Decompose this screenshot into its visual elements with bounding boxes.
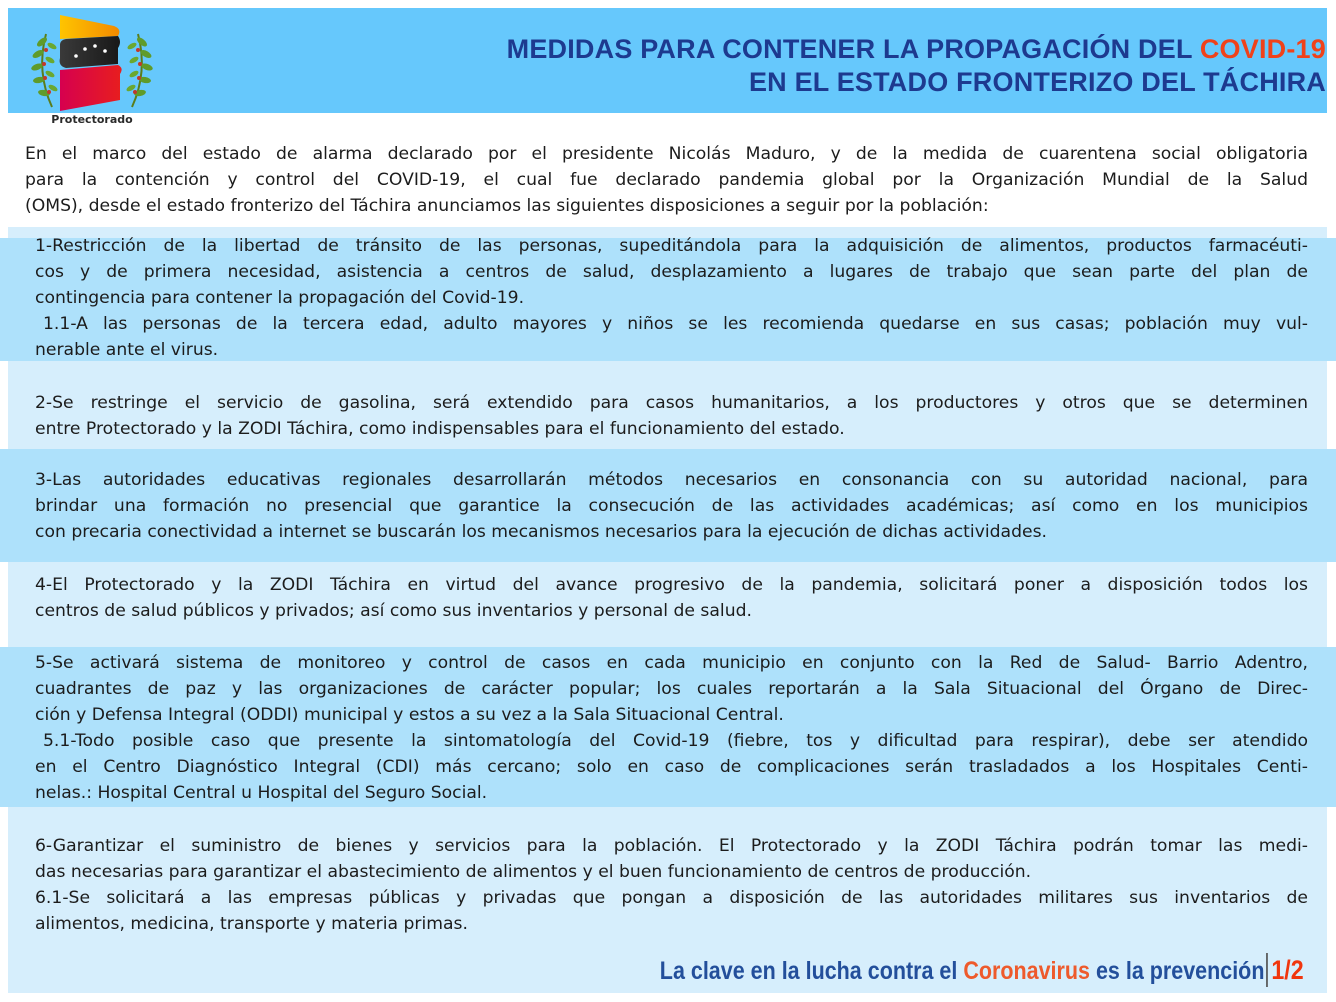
measure-line: 6.1-Se solicitará a las empresas públicas y privadas que pongan a disposición de las autoridades militares sus inventarios de [35, 888, 1308, 908]
footer-divider [1267, 953, 1269, 987]
measure-line: 5-Se activará sistema de monitoreo y control de casos en cada municipio en conjunto con la Red de Salud- Barrio Adentro, [35, 653, 1308, 673]
measure-line: 6-Garantizar el suministro de bienes y servicios para la población. El Protectorado y la ZODI Táchira podrán tomar las medi- [35, 836, 1308, 856]
measure-line: 1.1-A las personas de la tercera edad, adulto mayores y niños se les recomienda quedarse en sus casas; población muy vul- [43, 314, 1308, 334]
logo-caption: Protectorado [51, 113, 133, 126]
slogan-suffix: es la prevención [1090, 957, 1265, 985]
measure-line: cos y de primera necesidad, asistencia a centros de salud, desplazamiento a lugares de trabajo que sean parte del plan de [35, 262, 1308, 282]
measure-line: cuadrantes de paz y las organizaciones de carácter popular; los cuales reportarán a la Sala Situacional del Órgano de Direc- [35, 679, 1308, 699]
slogan-coronavirus: Coronavirus [963, 957, 1091, 985]
measure-line: entre Protectorado y la ZODI Táchira, como indispensables para el funcionamiento del estado. [35, 419, 845, 439]
measure-line: brindar una formación no presencial que garantice la consecución de las actividades académicas; así como en los municipios [35, 496, 1308, 516]
measure-line: alimentos, medicina, transporte y materia primas. [35, 914, 468, 934]
measure-line: 4-El Protectorado y la ZODI Táchira en virtud del avance progresivo de la pandemia, solicitará poner a disposición todos los [35, 575, 1308, 595]
protectorado-logo [22, 12, 162, 112]
measure-line: con precaria conectividad a internet se buscarán los mecanismos necesarios para la ejecución de dichas actividades. [35, 522, 1047, 542]
intro-line: para la contención y control del COVID-19, el cual fue declarado pandemia global por la Organización Mundial de la Salud [25, 170, 1308, 190]
page-indicator: 1/2 [1271, 955, 1304, 985]
intro-paragraph [25, 141, 1308, 219]
footer-slogan [660, 953, 1304, 987]
slogan-prefix: La clave en la lucha contra el [660, 957, 964, 985]
measure-3 [35, 467, 1308, 545]
measure-line: 2-Se restringe el servicio de gasolina, será extendido para casos humanitarios, a los productores y otros que se determinen [35, 393, 1308, 413]
measure-line: nerable ante el virus. [35, 340, 219, 360]
title-line-1-text: MEDIDAS PARA CONTENER LA PROPAGACIÓN DEL [506, 34, 1200, 64]
measure-6 [35, 833, 1308, 937]
measure-5 [35, 650, 1308, 806]
ribbon-emblem-icon [60, 15, 122, 111]
measure-2 [35, 390, 1308, 442]
measure-line: 5.1-Todo posible caso que presente la sintomatología del Covid-19 (fiebre, tos y dificultad para respirar), debe ser atendido [43, 731, 1308, 751]
title-covid-highlight: COVID-19 [1199, 34, 1326, 64]
title-line-1 [326, 33, 1326, 66]
measure-1 [35, 233, 1308, 363]
intro-line: (OMS), desde el estado fronterizo del Táchira anunciamos las siguientes disposiciones a seguir por la población: [25, 196, 989, 216]
measure-line: en el Centro Diagnóstico Integral (CDI) más cercano; solo en caso de complicaciones serán trasladados a los Hospitales Centi- [35, 757, 1308, 777]
laurel-left-icon [30, 34, 58, 107]
measure-line: nelas.: Hospital Central u Hospital del Seguro Social. [35, 783, 488, 803]
page-title [326, 33, 1326, 99]
measure-line: das necesarias para garantizar el abastecimiento de alimentos y el buen funcionamiento de centros de producción. [35, 862, 1032, 882]
measure-line: contingencia para contener la propagación del Covid-19. [35, 288, 525, 308]
measure-line: 1-Restricción de la libertad de tránsito de las personas, supeditándola para la adquisición de alimentos, productos farmacéuti- [35, 236, 1308, 256]
measure-line: 3-Las autoridades educativas regionales desarrollarán métodos necesarios en consonancia con su autoridad nacional, para [35, 470, 1308, 490]
measure-line: centros de salud públicos y privados; así como sus inventarios y personal de salud. [35, 601, 752, 621]
intro-line: En el marco del estado de alarma declarado por el presidente Nicolás Maduro, y de la medida de cuarentena social obligatoria [25, 144, 1308, 164]
laurel-right-icon [125, 34, 153, 107]
measure-line: ción y Defensa Integral (ODDI) municipal y estos a su vez a la Sala Situacional Central. [35, 705, 784, 725]
measure-4 [35, 572, 1308, 624]
title-line-2: EN EL ESTADO FRONTERIZO DEL TÁCHIRA [748, 67, 1326, 97]
